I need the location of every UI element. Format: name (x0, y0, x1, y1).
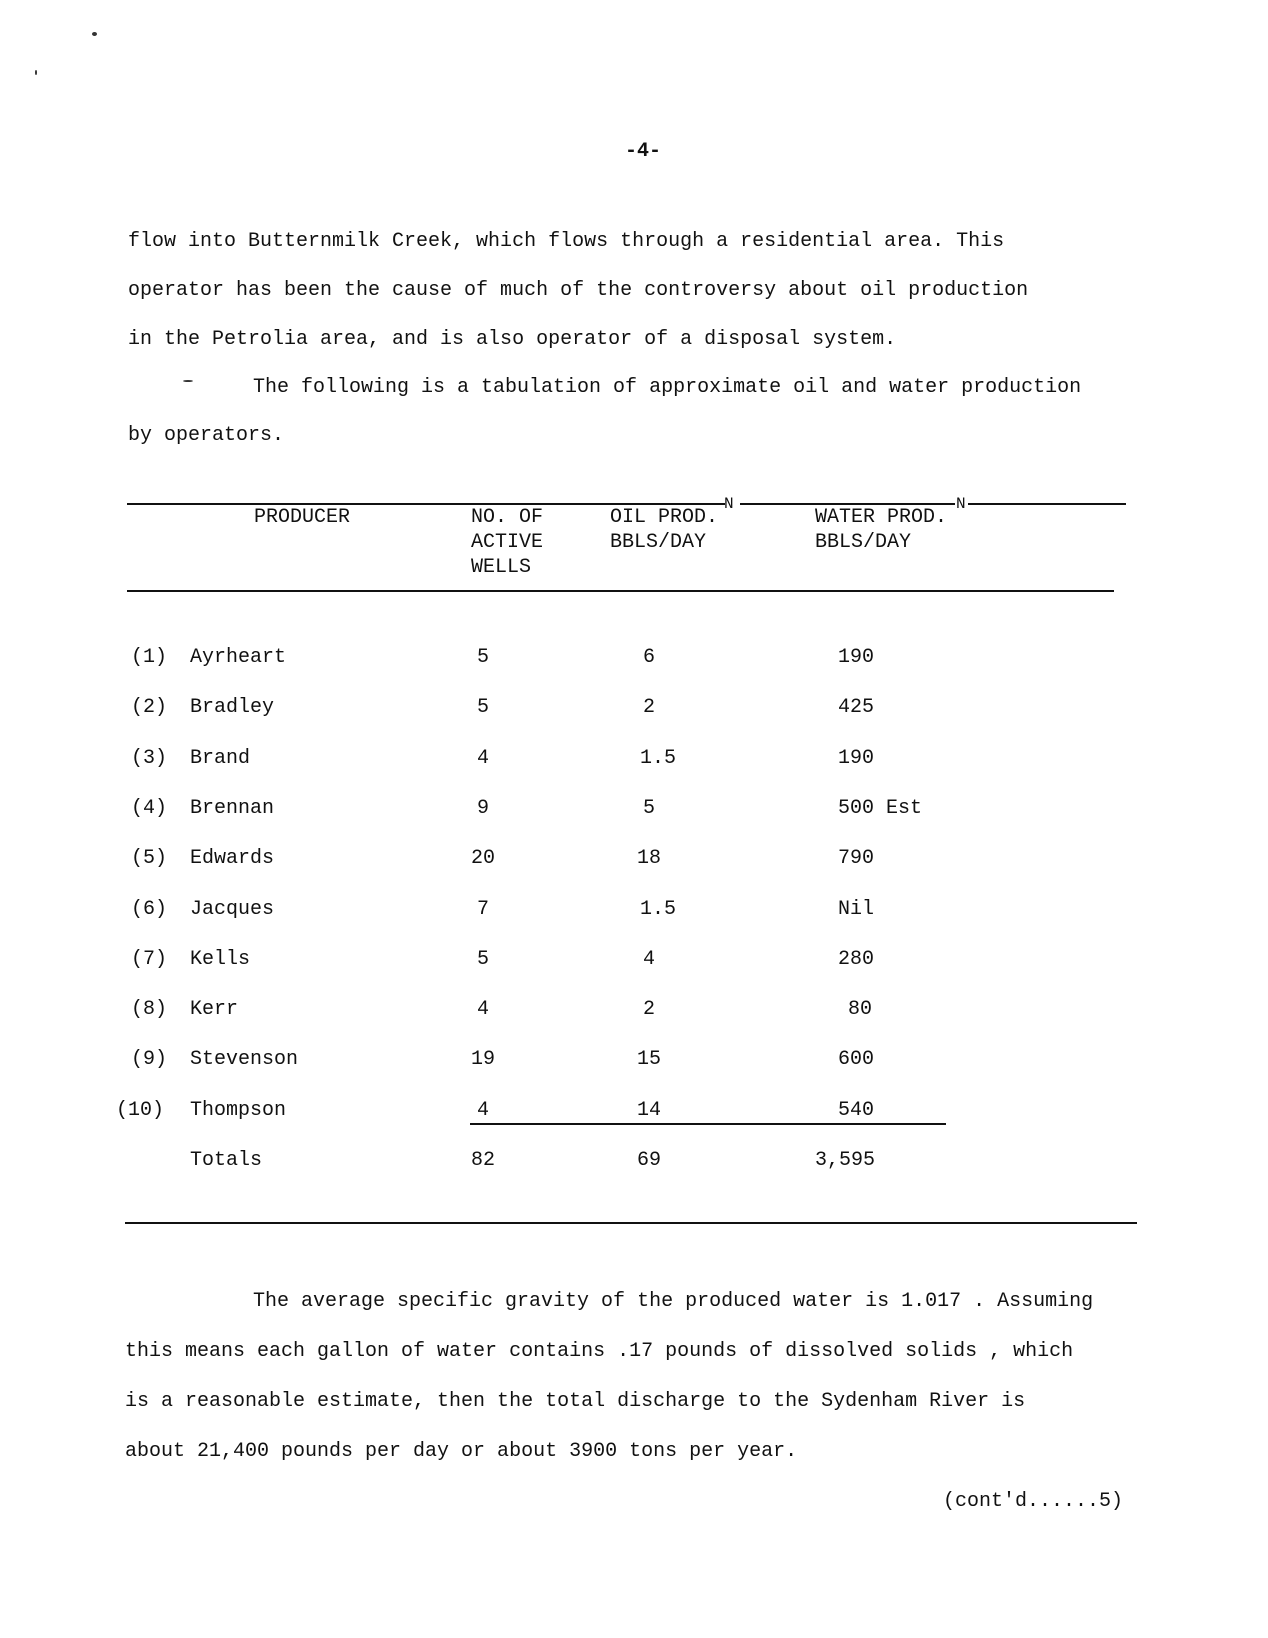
row-producer: Brand (190, 747, 251, 770)
header-wells: NO. OF ACTIVE WELLS (471, 506, 544, 579)
row-water: 500 Est (838, 797, 923, 820)
row-producer: Thompson (190, 1099, 287, 1122)
row-number: (7) (131, 948, 168, 971)
scan-speck (35, 70, 37, 75)
row-number: (2) (131, 696, 168, 719)
header-oil-mark: N (724, 495, 734, 513)
row-wells: 7 (476, 898, 489, 921)
row-water: 280 (838, 948, 875, 971)
row-number: (4) (131, 797, 168, 820)
header-producer: PRODUCER (254, 506, 351, 529)
scan-speck (92, 32, 97, 36)
row-water: Nil (838, 898, 875, 921)
table-top-rule-right (968, 503, 1126, 505)
totals-wells: 82 (470, 1149, 495, 1172)
row-wells: 20 (470, 847, 495, 870)
row-water: 790 (838, 847, 875, 870)
totals-oil: 69 (636, 1149, 661, 1172)
row-oil: 14 (636, 1099, 661, 1122)
row-producer: Bradley (190, 696, 275, 719)
row-wells: 5 (476, 696, 489, 719)
table-bottom-rule (125, 1222, 1137, 1224)
row-producer: Ayrheart (190, 646, 287, 669)
row-wells: 4 (476, 1099, 489, 1122)
row-producer: Brennan (190, 797, 275, 820)
intro-line-2: operator has been the cause of much of the controversy about oil production (128, 279, 1029, 302)
row-producer: Stevenson (190, 1048, 299, 1071)
row-water: 540 (838, 1099, 875, 1122)
totals-rule (470, 1123, 946, 1125)
intro-line-3: in the Petrolia area, and is also operator of a disposal system. (128, 328, 897, 351)
tabulation-line-1: The following is a tabulation of approximate oil and water production (253, 376, 1082, 399)
totals-label: Totals (190, 1149, 263, 1172)
header-water-mark: N (956, 495, 966, 513)
row-producer: Edwards (190, 847, 275, 870)
row-oil: 5 (642, 797, 655, 820)
row-producer: Kells (190, 948, 251, 971)
scan-speck (183, 380, 193, 382)
row-water: 190 (838, 646, 875, 669)
row-water: 600 (838, 1048, 875, 1071)
conclusion-line-4: about 21,400 pounds per day or about 3900 tons per year. (125, 1440, 798, 1463)
row-oil: 1.5 (640, 898, 677, 921)
tabulation-line-2: by operators. (128, 424, 285, 447)
row-water: 190 (838, 747, 875, 770)
totals-water: 3,595 (815, 1149, 876, 1172)
continued-note: (cont'd......5) (943, 1490, 1124, 1513)
row-oil: 1.5 (640, 747, 677, 770)
row-number: (6) (131, 898, 168, 921)
row-number: (5) (131, 847, 168, 870)
page-number: -4- (625, 140, 662, 163)
row-wells: 9 (476, 797, 489, 820)
intro-line-1: flow into Butternmilk Creek, which flows through a residential area. This (128, 230, 1005, 253)
row-oil: 6 (642, 646, 655, 669)
row-oil: 18 (636, 847, 661, 870)
conclusion-line-3: is a reasonable estimate, then the total discharge to the Sydenham River is (125, 1390, 1026, 1413)
row-producer: Jacques (190, 898, 275, 921)
row-wells: 19 (470, 1048, 495, 1071)
header-oil: OIL PROD. BBLS/DAY (610, 506, 719, 554)
row-wells: 5 (476, 948, 489, 971)
row-number: (10) (116, 1099, 165, 1122)
row-wells: 4 (476, 998, 489, 1021)
row-water: 80 (848, 998, 873, 1021)
row-number: (9) (131, 1048, 168, 1071)
row-wells: 5 (476, 646, 489, 669)
row-water: 425 (838, 696, 875, 719)
row-oil: 2 (642, 998, 655, 1021)
row-number: (1) (131, 646, 168, 669)
row-oil: 2 (642, 696, 655, 719)
row-oil: 15 (636, 1048, 661, 1071)
header-water: WATER PROD. BBLS/DAY (815, 506, 948, 554)
table-header-rule (127, 590, 1114, 592)
conclusion-line-2: this means each gallon of water contains .17 pounds of dissolved solids , which (125, 1340, 1074, 1363)
row-producer: Kerr (190, 998, 239, 1021)
row-number: (3) (131, 747, 168, 770)
row-oil: 4 (642, 948, 655, 971)
row-wells: 4 (476, 747, 489, 770)
conclusion-line-1: The average specific gravity of the produced water is 1.017 . Assuming (253, 1290, 1094, 1313)
row-number: (8) (131, 998, 168, 1021)
